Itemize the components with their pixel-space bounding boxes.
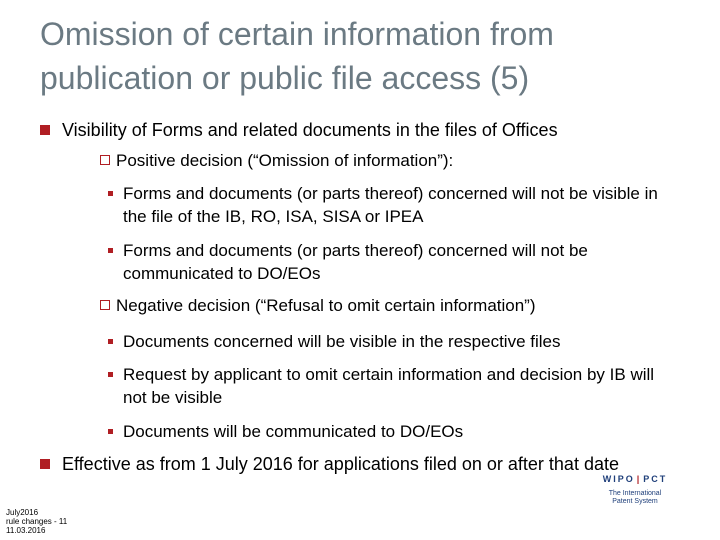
checkbox-bullet-icon — [100, 155, 110, 165]
sub-text: Negative decision (“Refusal to omit certain information”) — [116, 296, 536, 315]
logo-separator: | — [636, 474, 642, 484]
footer-line: 11.03.2016 — [6, 526, 46, 535]
item-text: Documents concerned will be visible in the respective files — [123, 332, 561, 351]
small-square-bullet-icon — [108, 248, 113, 253]
slide-title: Omission of certain information from publication or public file access (5) — [40, 16, 554, 96]
bullet-effective — [40, 452, 640, 500]
footer-note — [6, 508, 67, 535]
item-text: Documents will be communicated to DO/EOs — [123, 422, 464, 441]
item-text: Forms and documents (or parts thereof) concerned will not be communicated to DO/EOs — [123, 241, 588, 283]
item-not-visible — [108, 182, 678, 228]
item-communicated — [108, 420, 678, 443]
logo-brand — [580, 474, 690, 484]
square-bullet-icon — [40, 459, 50, 469]
small-square-bullet-icon — [108, 429, 113, 434]
logo-tag-line: The International — [608, 490, 662, 497]
square-bullet-icon — [40, 125, 50, 135]
logo-pct: PCT — [643, 474, 668, 484]
item-request-not-visible — [108, 363, 678, 409]
item-text: Forms and documents (or parts thereof) concerned will not be visible in the file of the IB, RO, ISA, SISA or IPEA — [123, 184, 658, 226]
footer-line: rule changes - 11 — [6, 517, 68, 526]
footer-line: July2016 — [6, 508, 39, 517]
item-text: Request by applicant to omit certain information and decision by IB will not be visible — [123, 365, 655, 407]
logo-wipo: WIPO — [602, 474, 635, 484]
sub-negative-decision — [100, 295, 536, 317]
wipo-pct-logo — [580, 474, 690, 506]
sub-positive-decision — [100, 150, 453, 172]
logo-tag-line: Patent System — [612, 498, 658, 505]
small-square-bullet-icon — [108, 372, 113, 377]
item-not-communicated — [108, 239, 678, 285]
sub-text: Positive decision (“Omission of information”): — [116, 151, 454, 170]
item-visible — [108, 330, 678, 353]
bullet-text: Effective as from 1 July 2016 for applications filed on or after that date — [62, 454, 619, 474]
small-square-bullet-icon — [108, 339, 113, 344]
checkbox-bullet-icon — [100, 300, 110, 310]
bullet-text: Visibility of Forms and related documents in the files of Offices — [62, 120, 558, 140]
small-square-bullet-icon — [108, 191, 113, 196]
logo-tagline — [580, 490, 690, 506]
